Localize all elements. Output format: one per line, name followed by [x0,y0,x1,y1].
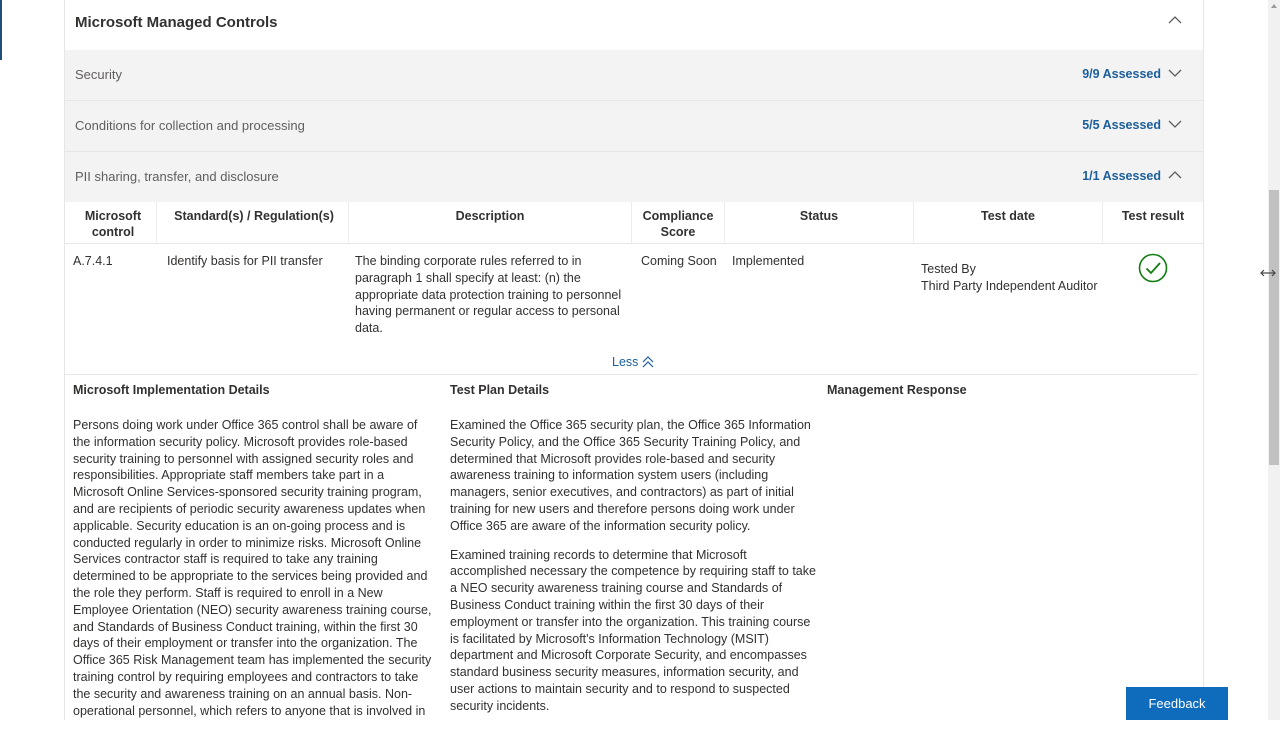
column-separator [631,202,632,243]
column-header-description: Description [455,209,525,223]
resize-cursor-icon [1260,267,1276,279]
section-row-security[interactable] [65,50,1203,101]
double-chevron-up-icon [641,355,655,369]
tested-by-value: Third Party Independent Auditor [921,279,1098,293]
column-header-status: Status [799,209,839,223]
column-header-test-result: Test result [1121,209,1185,223]
section-label: PII sharing, transfer, and disclosure [75,169,279,184]
section-label: Conditions for collection and processing [75,118,305,133]
details-divider [65,374,1198,375]
column-header-standard: Standard(s) / Regulation(s) [174,209,334,223]
section-assessed-count: 9/9 Assessed [1082,67,1161,81]
chevron-down-icon[interactable] [1167,66,1183,80]
test-plan-paragraph: Examined the Office 365 security plan, the Office 365 Information Security Policy, and the Office 365 Security Training Policy, and determined that Microsoft provides role-based and security awareness training to information system users (including managers, senior executives, and contractors) as part of initial training for new users and therefore persons doing work under Office 365 are aware of the information security policy. [450,418,811,533]
microsoft-managed-controls-panel [64,0,1204,720]
section-row-conditions[interactable] [65,101,1203,152]
section-row-pii-sharing[interactable] [65,152,1203,203]
check-circle-icon [1138,253,1168,283]
panel-title: Microsoft Managed Controls [75,14,278,31]
column-header-compliance-score: Compliance Score [642,209,714,239]
chevron-up-icon[interactable] [1167,12,1183,28]
test-plan-details-text [450,417,816,727]
section-label: Security [75,67,122,82]
test-plan-paragraph: Examined training records to determine that Microsoft accomplished necessary the competence by requiring staff to take a NEO security awareness training course and Standards of Business Conduct training within the first 30 days of their employment or transfer into the organization. This training course is facilitated by Microsoft's Information Technology (MSIT) department and Microsoft Corporate Security, and encompasses standard business security measures, information security, and user actions to maintain security and to respond to suspected security incidents. [450,547,816,713]
column-header-control: Microsoft control [84,209,142,239]
chevron-up-icon[interactable] [1167,168,1183,182]
section-assessed-count: 1/1 Assessed [1082,169,1161,183]
scrollbar-thumb[interactable] [1269,190,1279,465]
column-header-test-date: Test date [981,209,1035,223]
implementation-details-text [73,417,435,731]
section-assessed-count: 5/5 Assessed [1082,118,1161,132]
less-label: Less [612,355,639,369]
controls-table-header [65,202,1203,244]
compliance-score-cell: Coming Soon [641,254,717,268]
implementation-paragraph: Persons doing work under Office 365 control shall be aware of the information security policy. Microsoft provides role-based security training to personnel with assigned security roles and responsibilities. Appropriate staff members take part in a Microsoft Online Services-sponsored security training program, and are recipients of periodic security awareness updates when applicable. Security education is an on-going process and is conducted regularly in order to minimize risks. Microsoft Online Services contractor staff is required to take any training determined to be appropriate to the services being provided and the role they perform. Staff is required to enroll in a New Employee Orientation (NEO) security awareness training course, and Standards of Business Conduct training, within the first 30 days of their employment or transfer into the organization. The Office 365 Risk Management team has implemented the security training control by requiring employees and contractors to take the security and awareness training on an annual basis. Non-operational personnel, which refers to anyone that is involved in [73,418,432,718]
control-id-cell: A.7.4.1 [73,254,113,268]
tested-by-label: Tested By [921,262,976,276]
implementation-details-heading: Microsoft Implementation Details [73,383,270,397]
standard-cell: Identify basis for PII transfer [167,254,323,268]
scroll-up-arrow-icon[interactable] [1268,0,1280,12]
feedback-button[interactable]: Feedback [1126,687,1228,720]
chevron-down-icon[interactable] [1167,117,1183,131]
description-cell: The binding corporate rules referred to in paragraph 1 shall specify at least: (n) the appropriate data protection training to personnel having permanent or regular access to personal data. [355,254,622,336]
less-toggle-link[interactable] [612,355,655,369]
test-plan-details-heading: Test Plan Details [450,383,550,397]
status-cell: Implemented [732,254,805,268]
panel-header[interactable] [65,0,1203,51]
left-edge-strip [0,0,2,60]
column-separator [156,202,157,243]
management-response-heading: Management Response [827,383,967,397]
